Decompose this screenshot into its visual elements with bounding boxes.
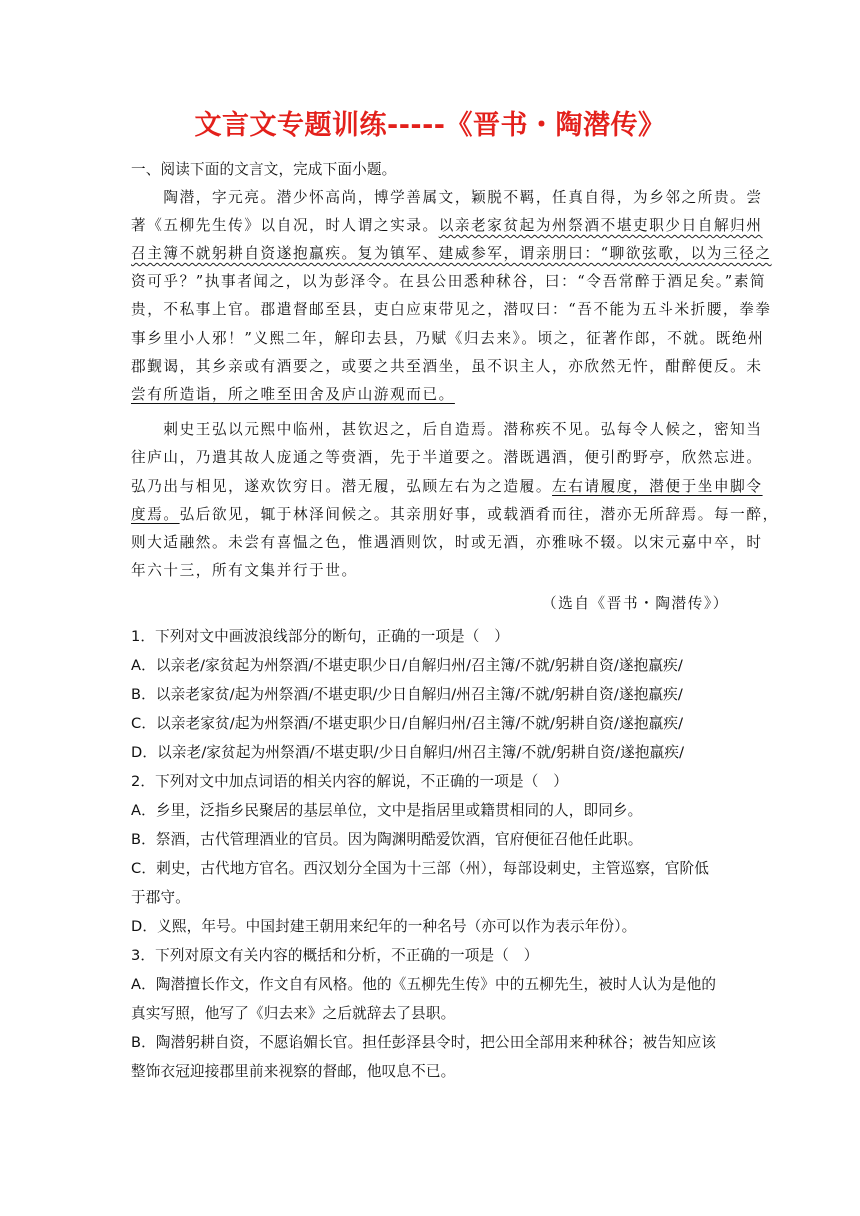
option-2a: A．乡里，泛指乡民聚居的基层单位，文中是指居里或籍贯相同的人，即同乡。: [131, 802, 643, 819]
option-3a-continued: 真实写照，他写了《归去来》之后就辞去了县职。: [131, 1005, 456, 1022]
option-2c: C．刺史，古代地方官名。西汉划分全国为十三部（州），每部设刺史，主管巡察，官阶低: [131, 860, 710, 877]
passage-line: [131, 214, 763, 235]
question-1: 1．下列对文中画波浪线部分的断句，正确的一项是（ ）: [131, 628, 510, 645]
passage-line: 贵，不私事上官。郡遣督邮至县，吏白应束带见之，潜叹曰：“吾不能为五斗米折腰，拳拳: [131, 301, 772, 318]
passage-line: 往庐山，乃遣其故人庞通之等赍酒，先于半道要之。潜既遇酒，便引酌野亭，欣然忘进。: [131, 449, 763, 466]
wavy-underlined-text: 以亲老家贫起为州祭酒不堪吏职少日自解归州: [438, 217, 763, 234]
passage-segment: 弘乃出与相见，遂欢饮穷日。潜无履，弘顾左右为之造履。: [131, 478, 553, 495]
passage-segment: 著《五柳先生传》以自况，时人谓之实录。: [131, 217, 439, 234]
option-1b: B．以亲老家贫/起为州祭酒/不堪吏职/少日自解归/州召主簿/不就/躬耕自资/遂抱羸疾/: [131, 686, 683, 703]
underlined-sentence: 尝有所造诣，所之唯至田舍及庐山游观而已。: [131, 386, 455, 403]
passage-segment: 弘后欲见，辄于林泽间候之。其亲朋好事，或载酒肴而往，潜亦无所辞焉。每一醉，: [179, 506, 779, 523]
passage-line: [131, 475, 763, 496]
option-2c-continued: 于郡守。: [131, 889, 190, 906]
passage-line: 郡觐谒，其乡亲或有酒要之，或要之共至酒坐，虽不识主人，亦欣然无忤，酣醉便反。未: [131, 358, 763, 375]
document-title: 文言文专题训练-----《晋书・陶潜传》: [194, 110, 666, 141]
passage-line: 资可乎？”执事者闻之，以为彭泽令。在县公田悉种秫谷，曰：“令吾常醉于酒足矣。”素简: [131, 273, 767, 290]
passage-line: 刺史王弘以元熙中临州，甚钦迟之，后自造焉。潜称疾不见。弘每令人候之，密知当: [131, 421, 763, 438]
wavy-underlined-line: 召主簿不就躬耕自资遂抱羸疾。复为镇军、建威参军，谓亲朋曰：“聊欲弦歌，以为三径之: [131, 245, 772, 262]
passage-line: 陶潜，字元亮。潜少怀高尚，博学善属文，颖脱不羁，任真自得，为乡邻之所贵。尝: [131, 189, 763, 206]
question-2: 2．下列对文中加点词语的相关内容的解说，不正确的一项是（ ）: [131, 773, 569, 790]
option-1a: A．以亲老/家贫起为州祭酒/不堪吏职少日/自解归州/召主簿/不就/躬耕自资/遂抱羸疾/: [131, 657, 683, 674]
option-2b: B．祭酒，古代管理酒业的官员。因为陶渊明酷爱饮酒，官府便征召他任此职。: [131, 831, 643, 848]
passage-line: [131, 503, 779, 524]
passage-line: 事乡里小人邪！”义熙二年，解印去县，乃赋《归去来》。顷之，征著作郎，不就。既绝州: [131, 330, 765, 347]
option-3b: B．陶潜躬耕自资，不愿谄媚长官。担任彭泽县令时，把公田全部用来种秫谷；被告知应该: [131, 1034, 717, 1051]
underlined-sentence: 度焉。: [131, 506, 180, 523]
option-1c: C．以亲老家贫/起为州祭酒/不堪吏职少日/自解归州/召主簿/不就/躬耕自资/遂抱羸疾/: [131, 715, 684, 732]
source-citation: （选自《晋书・陶潜传》）: [541, 595, 729, 612]
underlined-sentence: 左右请履度，潜便于坐申脚令: [552, 478, 763, 495]
option-1d: D．以亲老/家贫起为州祭酒/不堪吏职/少日自解归/州召主簿/不就/躬耕自资/遂抱羸疾/: [131, 744, 685, 761]
option-3a: A．陶潜擅长作文，作文自有风格。他的《五柳先生传》中的五柳先生，被时人认为是他的: [131, 976, 717, 993]
option-2d: D．义熙，年号。中国封建王朝用来纪年的一种名号（亦可以作为表示年份）。: [131, 918, 637, 935]
section-heading: 一、阅读下面的文言文，完成下面小题。: [131, 161, 397, 178]
question-3: 3．下列对原文有关内容的概括和分析，不正确的一项是（ ）: [131, 947, 539, 964]
passage-line: 则大适融然。未尝有喜愠之色，惟遇酒则饮，时或无酒，亦雅咏不辍。以宋元嘉中卒，时: [131, 534, 763, 551]
passage-line: 年六十三，所有文集并行于世。: [131, 562, 358, 579]
option-3b-continued: 整饰衣冠迎接郡里前来视察的督邮，他叹息不已。: [131, 1063, 456, 1080]
